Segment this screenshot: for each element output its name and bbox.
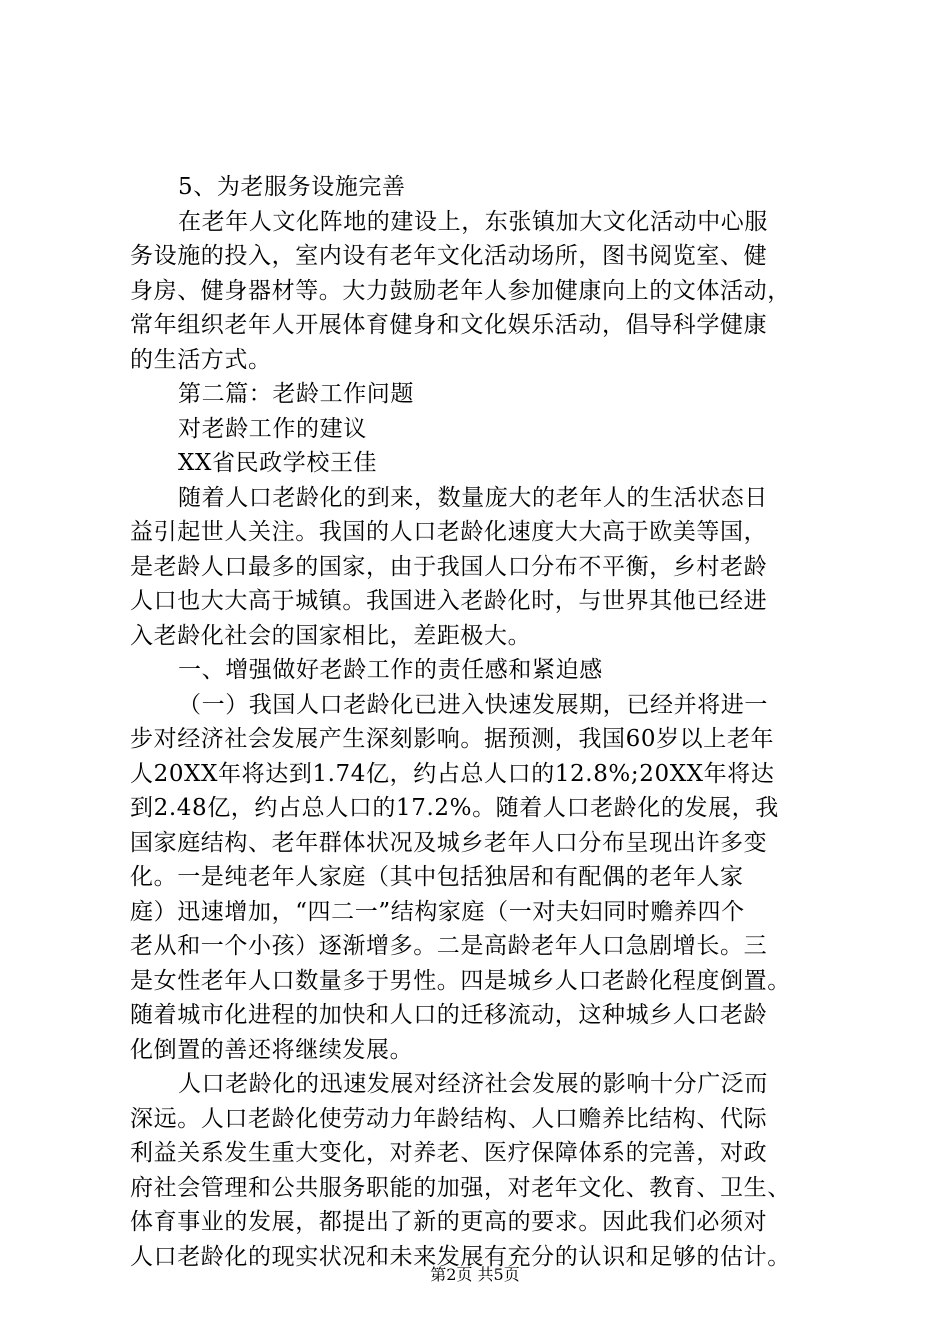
paragraph-line: 人口也大大高于城镇。我国进入老龄化时，与世界其他已经进 <box>130 588 768 614</box>
paragraph-line: 身房、健身器材等。大力鼓励老年人参加健康向上的文体活动， <box>130 277 791 304</box>
paragraph-line: 利益关系发生重大变化，对养老、医疗保障体系的完善，对政 <box>130 1140 768 1166</box>
paragraph-line: 人口老龄化的迅速发展对经济社会发展的影响十分广泛而 <box>178 1071 768 1097</box>
paragraph-line: 人20XX年将达到1.74亿，约占总人口的12.8%;20XX年将达 <box>130 760 775 787</box>
chapter-title: 第二篇：老龄工作问题 <box>178 381 414 407</box>
paragraph-line: 化倒置的善还将继续发展。 <box>130 1036 414 1063</box>
paragraph-line: （一）我国人口老龄化已进入快速发展期，已经并将进一 <box>178 691 768 718</box>
article-title: 对老龄工作的建议 <box>178 415 367 442</box>
paragraph-line: 在老年人文化阵地的建设上，东张镇加大文化活动中心服 <box>178 208 768 235</box>
paragraph-line: 常年组织老年人开展体育健身和文化娱乐活动，倡导科学健康 <box>130 312 768 338</box>
paragraph-line: 老从和一个小孩）逐渐增多。二是高龄老年人口急剧增长。三 <box>130 933 768 959</box>
section-heading: 一、增强做好老龄工作的责任感和紧迫感 <box>178 657 603 683</box>
paragraph-line: 随着人口老龄化的到来，数量庞大的老年人的生活状态日 <box>178 484 768 511</box>
document-body <box>130 170 846 1274</box>
paragraph-line: 到2.48亿，约占总人口的17.2%。随着人口老龄化的发展，我 <box>130 795 779 821</box>
section-heading: 5、为老服务设施完善 <box>178 174 406 200</box>
paragraph-line: 人口老龄化的现实状况和未来发展有充分的认识和足够的估计。 <box>130 1243 791 1270</box>
paragraph-line: 国家庭结构、老年群体状况及城乡老年人口分布呈现出许多变 <box>130 829 768 856</box>
paragraph-line: 务设施的投入，室内设有老年文化活动场所，图书阅览室、健 <box>130 243 768 269</box>
paragraph-line: 深远。人口老龄化使劳动力年龄结构、人口赡养比结构、代际 <box>130 1105 768 1132</box>
author-line: XX省民政学校王佳 <box>178 450 378 476</box>
paragraph-line: 府社会管理和公共服务职能的加强，对老年文化、教育、卫生、 <box>130 1174 791 1201</box>
page-number-footer: 第2页 共5页 <box>430 1265 520 1284</box>
paragraph-line: 的生活方式。 <box>130 346 272 373</box>
paragraph-line: 体育事业的发展，都提出了新的更高的要求。因此我们必须对 <box>130 1209 768 1235</box>
paragraph-line: 是老龄人口最多的国家，由于我国人口分布不平衡，乡村老龄 <box>130 553 768 580</box>
paragraph-line: 随着城市化进程的加快和人口的迁移流动，这种城乡人口老龄 <box>130 1002 768 1028</box>
paragraph-line: 是女性老年人口数量多于男性。四是城乡人口老龄化程度倒置。 <box>130 967 791 994</box>
paragraph-line: 益引起世人关注。我国的人口老龄化速度大大高于欧美等国， <box>130 519 768 545</box>
paragraph-line: 入老龄化社会的国家相比，差距极大。 <box>130 622 532 649</box>
paragraph-line: 步对经济社会发展产生深刻影响。据预测，我国60岁以上老年 <box>130 726 775 752</box>
paragraph-line: 化。一是纯老年人家庭（其中包括独居和有配偶的老年人家 <box>130 864 744 890</box>
paragraph-line: 庭）迅速增加，“四二一”结构家庭（一对夫妇同时赡养四个 <box>130 898 745 925</box>
